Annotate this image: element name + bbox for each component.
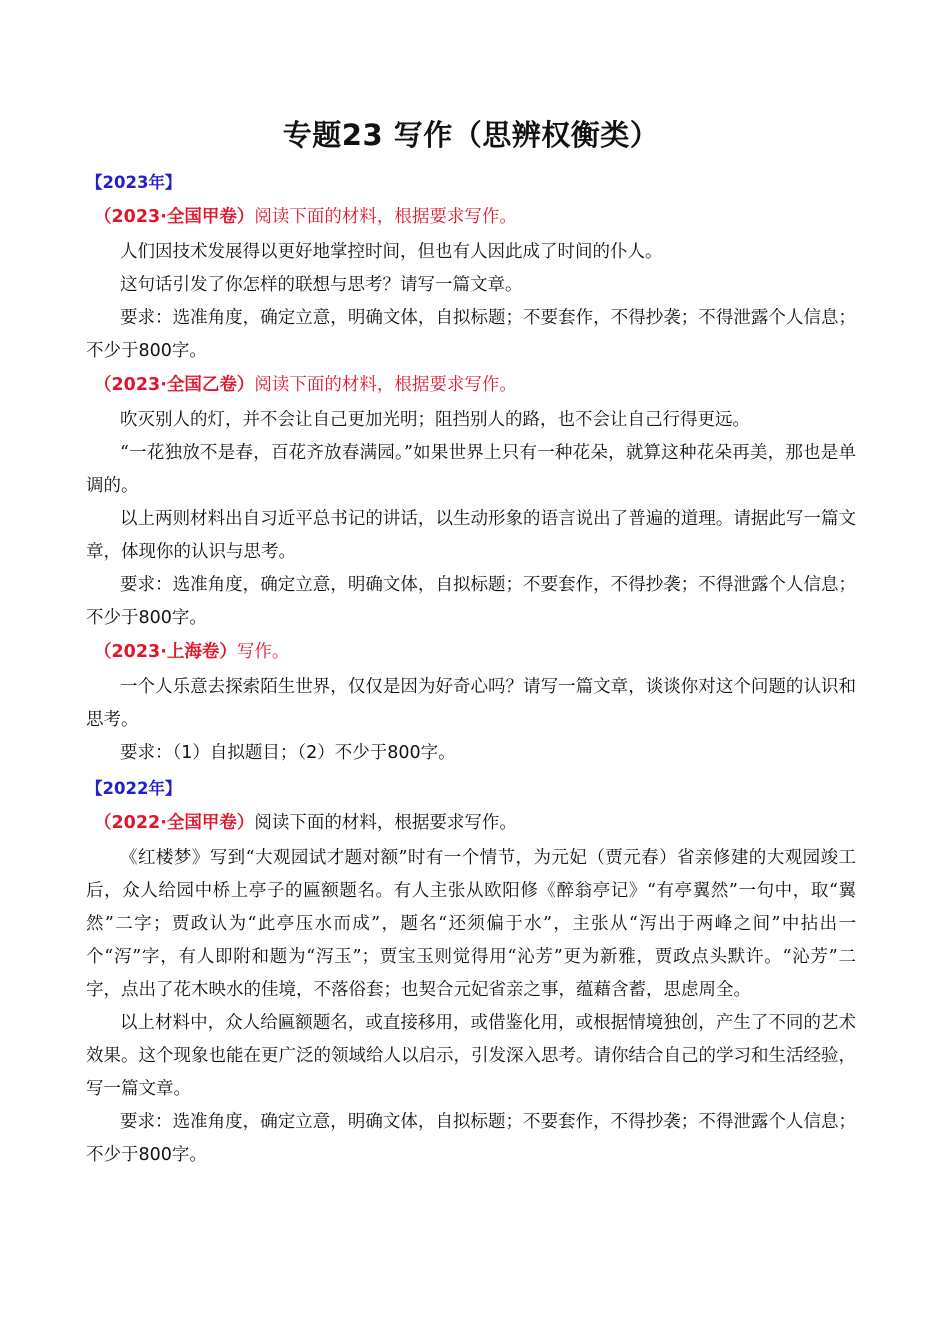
question-header: [94, 202, 856, 232]
requirements-paragraph: 要求：（1）自拟题目；（2）不少于800字。: [120, 743, 456, 763]
question-instruction: 阅读下面的材料，根据要求写作。: [254, 375, 517, 395]
page-title: 专题23 写作（思辨权衡类）: [282, 118, 660, 152]
requirements-paragraph: 要求：选准角度，确定立意，明确文体，自拟标题；不要套作，不得抄袭；不得泄露个人信息；不少于800字。: [86, 308, 856, 361]
question-header: [94, 370, 856, 400]
question-source: （2023·全国乙卷）: [94, 375, 255, 395]
paragraph: 吹灭别人的灯，并不会让自己更加光明；阻挡别人的路，也不会让自己行得更远。: [120, 410, 750, 430]
question-header: [94, 637, 856, 667]
question-source: （2023·全国甲卷）: [94, 207, 255, 227]
paragraph: 以上材料中，众人给匾额题名，或直接移用，或借鉴化用，或根据情境独创，产生了不同的艺术效果。这个现象也能在更广泛的领域给人以启示，引发深入思考。请你结合自己的学习和生活经验，写一篇文章。: [86, 1013, 856, 1099]
question-source: （2023·上海卷）: [94, 642, 237, 662]
question-instruction: 阅读下面的材料，根据要求写作。: [254, 207, 517, 227]
paragraph: “一花独放不是春，百花齐放春满园。”如果世界上只有一种花朵，就算这种花朵再美，那也是单调的。: [86, 443, 856, 496]
requirements-paragraph: 要求：选准角度，确定立意，明确文体，自拟标题；不要套作，不得抄袭；不得泄露个人信息；不少于800字。: [86, 575, 856, 628]
year-label-2022: 【2022年】: [86, 779, 182, 798]
question-instruction: 阅读下面的材料，根据要求写作。: [254, 813, 517, 833]
paragraph: 这句话引发了你怎样的联想与思考？请写一篇文章。: [120, 275, 523, 295]
requirements-paragraph: 要求：选准角度，确定立意，明确文体，自拟标题；不要套作，不得抄袭；不得泄露个人信息；不少于800字。: [86, 1112, 856, 1165]
question-header: [94, 808, 856, 838]
question-instruction: 写作。: [236, 642, 290, 662]
question-source: （2022·全国甲卷）: [94, 813, 255, 833]
paragraph: 以上两则材料出自习近平总书记的讲话，以生动形象的语言说出了普遍的道理。请据此写一篇文章，体现你的认识与思考。: [86, 509, 856, 562]
paragraph: 《红楼梦》写到“大观园试才题对额”时有一个情节，为元妃（贾元春）省亲修建的大观园竣工后，众人给园中桥上亭子的匾额题名。有人主张从欧阳修《醉翁亭记》“有亭翼然”一句中，取“翼然”二字；贾政认为“此亭压水而成”，题名“还须偏于水”，主张从“泻出于两峰之间”中拈出一个“泻”字，有人即附和题为“泻玉”；贾宝玉则觉得用“沁芳”更为新雅，贾政点头默许。“沁芳”二字，点出了花木映水的佳境，不落俗套；也契合元妃省亲之事，蕴藉含蓄，思虑周全。: [86, 848, 856, 1000]
document-page: [86, 110, 856, 1172]
paragraph: 人们因技术发展得以更好地掌控时间，但也有人因此成了时间的仆人。: [120, 242, 663, 262]
year-label-2023: 【2023年】: [86, 173, 182, 192]
paragraph: 一个人乐意去探索陌生世界，仅仅是因为好奇心吗？请写一篇文章，谈谈你对这个问题的认识和思考。: [86, 677, 856, 730]
